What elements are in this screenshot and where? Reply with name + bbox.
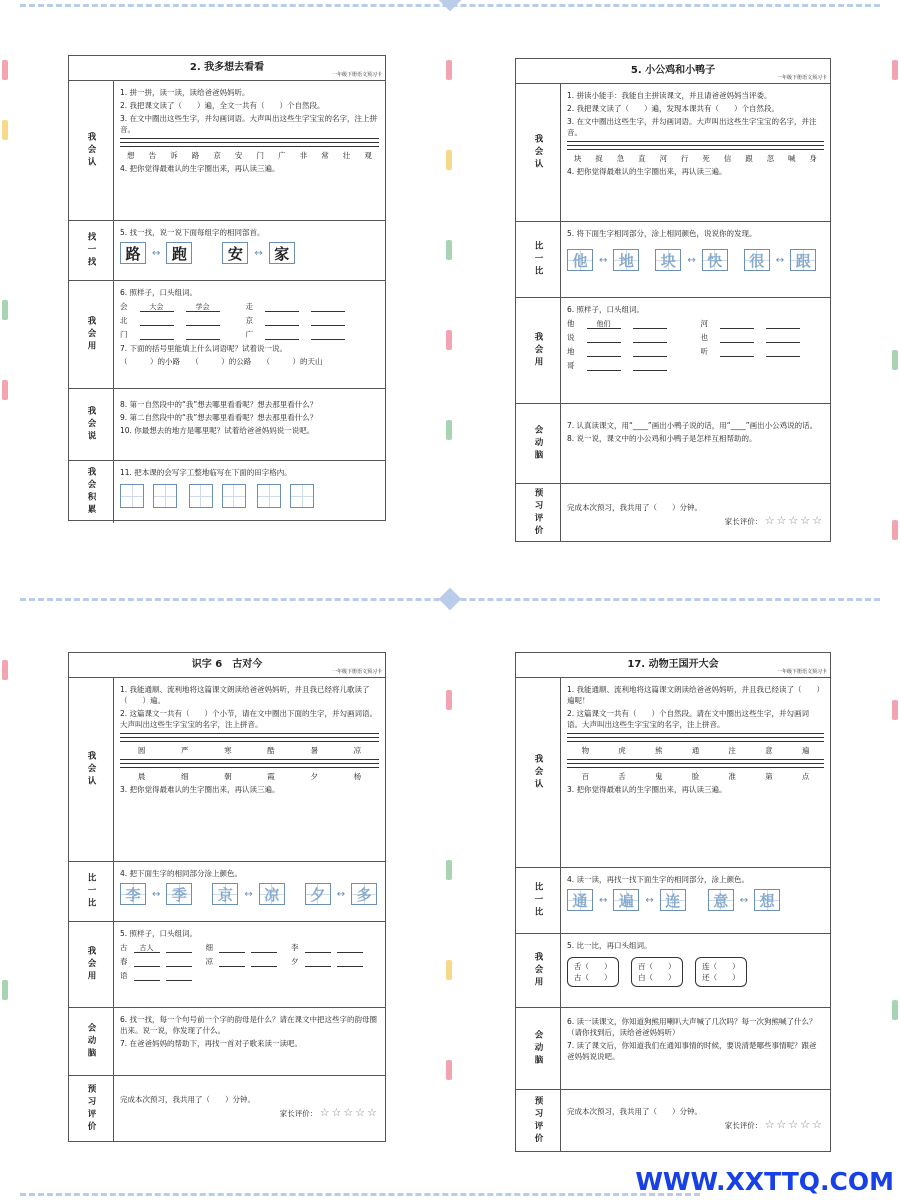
arrow-icon: ↔ — [152, 247, 161, 259]
question-2: 2. 这篇课文一共有（ ）个自然段。请在文中圈出这些生字，并勾画词语。大声叫出这些生字宝宝的名字，注上拼音。 — [567, 709, 810, 729]
character-list: 圆 严 寒 酷 暑 凉 — [137, 746, 362, 755]
question-7: 7. 读了课文后，你知道我们在通知事情的时候，要说清楚哪些事情呢？跟爸爸妈妈说说吧。 — [567, 1041, 817, 1061]
edge-mark — [446, 150, 452, 170]
question-5: 5. 将下面生字相同部分，涂上相同颜色，说说你的发现。 — [567, 229, 757, 238]
word-group: 舌（ ） 古（ ） — [567, 957, 619, 987]
edge-mark — [892, 700, 898, 720]
section-label: 预习评价 — [533, 1096, 543, 1146]
section-accumulate — [69, 461, 385, 523]
compare-groups — [567, 957, 824, 987]
compare-boxes: 李 ↔ 季 京 ↔ 凉 夕 ↔ 多 — [120, 883, 379, 905]
section-label: 预习评价 — [86, 1084, 96, 1134]
section-label: 会动脑 — [533, 1029, 543, 1068]
section-use — [516, 934, 830, 1008]
compare-boxes: 通 ↔ 遍 ↔ 连 意 ↔ 想 — [567, 889, 824, 911]
section-think — [516, 1008, 830, 1090]
question-2: 2. 这篇课文一共有（ ）个小节，请在文中圈出下面的生字，并勾画词语。大声叫出这些生字宝宝的名字，注上拼音。 — [120, 709, 378, 729]
edge-mark — [446, 240, 452, 260]
section-label: 比一比 — [533, 240, 543, 279]
question-1: 1. 我能通顺、流利地将这篇课文朗读给爸爸妈妈听，并且我已经将儿歌读了（ ）遍。 — [120, 685, 370, 705]
section-recognize — [69, 678, 385, 862]
question-4: 4. 把你觉得最难认的生字圈出来，再认读三遍。 — [567, 167, 727, 176]
tianzige-box[interactable] — [153, 484, 177, 508]
pinyin-lines — [567, 141, 824, 150]
arrow-icon: ↔ — [739, 894, 749, 906]
question-6: 6. 照样子，口头组词。 — [120, 288, 198, 297]
question-11: 11. 把本课的会写字工整地临写在下面的田字格内。 — [120, 468, 292, 477]
section-label: 会动脑 — [533, 424, 543, 463]
section-use — [69, 281, 385, 389]
section-use: 我会用 6. 照样子，口头组词。 他 他们 河 说 也 地 听 哥 — [516, 298, 830, 404]
question-10: 10. 你最想去的地方是哪里呢？试着给爸爸妈妈说一说吧。 — [120, 426, 315, 435]
section-label: 我会认 — [533, 133, 543, 172]
question-5: 5. 找一找，说一说下面每组字的相同部首。 — [120, 228, 265, 237]
edge-mark — [892, 60, 898, 80]
center-diamond — [439, 588, 462, 611]
star-rating-icon[interactable]: ☆☆☆☆☆ — [764, 1118, 824, 1131]
question-7: 7. 下面的括号里能填上什么词语呢？试着说一说。 — [120, 344, 288, 353]
question-5: 5. 比一比，再口头组词。 — [567, 941, 652, 950]
question-4: 4. 读一读，再找一找下面生字的相同部分，涂上颜色。 — [567, 875, 750, 884]
question-3: 3. 在文中圈出这些生字，并勾画词语。大声叫出这些生字宝宝的名字，注上拼音。 — [120, 114, 378, 134]
edge-mark — [446, 420, 452, 440]
parent-rating: 家长评价： ☆☆☆☆☆ — [724, 1118, 824, 1131]
arrow-icon: ↔ — [599, 254, 608, 266]
card-title-text: 5. 小公鸡和小鸭子 — [630, 65, 716, 76]
question-4: 4. 把你觉得最难认的生字圈出来，再认读三遍。 — [120, 164, 280, 173]
char-box: 安 — [222, 242, 248, 264]
card-title — [69, 56, 385, 81]
character-list: 百 舌 鬼 脸 准 第 点 — [581, 772, 810, 781]
section-label: 我会用 — [86, 945, 96, 984]
edge-mark — [2, 60, 8, 80]
edge-mark — [892, 350, 898, 370]
character-list: 想 告 诉 路 京 安 门 广 非 常 壮 观 — [127, 151, 372, 160]
word-row: 会 大会 学会 走 — [120, 301, 379, 312]
parent-rating: 家长评价： ☆☆☆☆☆ — [279, 1106, 379, 1119]
section-label: 我会认 — [533, 753, 543, 792]
section-evaluation — [516, 484, 830, 542]
card-title-text: 识字 6 古对今 — [191, 659, 263, 670]
section-label: 我会认 — [86, 750, 96, 789]
question-6: 6. 照样子，口头组词。 — [567, 305, 645, 314]
section-label: 比一比 — [86, 872, 96, 911]
section-speak — [69, 389, 385, 461]
edge-mark — [446, 60, 452, 80]
edge-mark — [2, 380, 8, 400]
word-row: 门 广 — [120, 329, 379, 340]
card-title-text: 2. 我多想去看看 — [189, 62, 265, 73]
question-6: 6. 找一找，每一个句号前一个字的韵母是什么？请在课文中把这些字的韵母圈出来。说一说，你发现了什么。 — [120, 1015, 378, 1035]
tianzige-box[interactable] — [120, 484, 144, 508]
edge-mark — [2, 120, 8, 140]
question-2: 2. 我把课文读了（ ）遍，发现本课共有（ ）个自然段。 — [567, 104, 780, 113]
question-3: 3. 把你觉得最难认的生字圈出来，再认读三遍。 — [120, 785, 280, 794]
section-label: 预习评价 — [533, 488, 543, 538]
section-recognize — [516, 678, 830, 868]
tianzige-box[interactable] — [257, 484, 281, 508]
worksheet-card-3 — [68, 652, 386, 1142]
card-title — [516, 653, 830, 678]
word-row: 北 京 — [120, 315, 379, 326]
arrow-icon: ↔ — [254, 247, 263, 259]
section-evaluation — [69, 1076, 385, 1142]
character-list: 物 虎 熊 通 注 意 遍 — [581, 746, 810, 755]
edge-mark — [2, 660, 8, 680]
section-find — [69, 221, 385, 281]
tianzige-box[interactable] — [290, 484, 314, 508]
section-think — [69, 1008, 385, 1076]
question-8: 8. 说一说，课文中的小公鸡和小鸭子是怎样互相帮助的。 — [567, 434, 757, 443]
pinyin-lines — [567, 733, 824, 742]
character-list: 晨 细 朝 霞 夕 杨 — [137, 772, 362, 781]
edge-mark — [892, 520, 898, 540]
section-compare — [516, 868, 830, 934]
edge-mark — [446, 1060, 452, 1080]
section-label: 我会说 — [86, 405, 96, 444]
pinyin-lines — [567, 759, 824, 768]
edge-mark — [446, 960, 452, 980]
arrow-icon: ↔ — [687, 254, 696, 266]
edge-mark — [446, 330, 452, 350]
card-title — [516, 59, 830, 84]
question-3: 3. 在文中圈出这些生字，并勾画词语。大声叫出这些生字宝宝的名字，并注音。 — [567, 117, 817, 137]
section-label: 找一找 — [86, 231, 96, 270]
section-think — [516, 404, 830, 484]
card-subtitle: 一年级下册语文预习卡 — [776, 669, 827, 675]
char-box: 家 — [269, 242, 295, 264]
radical-boxes — [120, 242, 379, 264]
arrow-icon: ↔ — [152, 888, 161, 900]
section-use: 我会用 5. 照样子，口头组词。 古 古人 细 李 春 凉 夕 语 — [69, 922, 385, 1008]
section-recognize — [69, 81, 385, 221]
card-title — [69, 653, 385, 678]
question-7: 7. 认真读课文，用“____”画出小鸭子说的话，用“____”画出小公鸡说的话。 — [567, 421, 818, 430]
char-box: 跑 — [166, 242, 192, 264]
time-spent: 完成本次预习，我共用了（ ）分钟。 — [567, 503, 702, 512]
section-label: 我会用 — [86, 315, 96, 354]
section-compare — [69, 862, 385, 922]
section-label: 我会用 — [533, 951, 543, 990]
arrow-icon: ↔ — [645, 894, 654, 906]
word-group: 百（ ） 白（ ） — [631, 957, 683, 987]
char-box: 路 — [120, 242, 146, 264]
card-subtitle: 一年级下册语文预习卡 — [331, 72, 382, 78]
section-label: 我会用 — [533, 331, 543, 370]
question-7: 7. 在爸爸妈妈的帮助下，再找一首对子歌来读一读吧。 — [120, 1039, 303, 1048]
worksheet-card-1 — [68, 55, 386, 521]
bottom-border — [20, 1193, 700, 1196]
question-8: 8. 第一自然段中的“我”想去哪里看看呢？想去那里看什么？ — [120, 400, 318, 409]
worksheet-card-4 — [515, 652, 831, 1152]
edge-mark — [2, 980, 8, 1000]
card-title-text: 17. 动物王国开大会 — [627, 659, 719, 670]
question-6: 6. 读一读课文，你知道狗熊用喇叭大声喊了几次吗？每一次狗熊喊了什么？（请你找到后，读给爸爸妈妈听） — [567, 1017, 817, 1037]
time-spent: 完成本次预习，我共用了（ ）分钟。 — [567, 1107, 702, 1116]
watermark-text: WWW.XXTTQ.COM — [635, 1167, 894, 1196]
arrow-icon: ↔ — [336, 888, 346, 900]
question-1: 1. 拼读小能手：我能自主拼读课文，并且请爸爸妈妈当评委。 — [567, 91, 772, 100]
card-subtitle: 一年级下册语文预习卡 — [331, 669, 382, 675]
pinyin-lines — [120, 733, 379, 742]
question-3: 3. 把你觉得最难认的生字圈出来，再认读三遍。 — [567, 785, 727, 794]
edge-mark — [892, 1000, 898, 1020]
character-list: 块 捉 急 直 河 行 死 信 跟 忽 喊 身 — [573, 154, 817, 163]
section-compare — [516, 222, 830, 298]
question-5: 5. 照样子，口头组词。 — [120, 929, 198, 938]
edge-mark — [446, 860, 452, 880]
arrow-icon: ↔ — [599, 894, 608, 906]
question-9: 9. 第二自然段中的“我”想去哪里看看呢？想去那里看什么？ — [120, 413, 318, 422]
section-label: 我会积累 — [86, 467, 96, 517]
card-subtitle: 一年级下册语文预习卡 — [776, 75, 827, 81]
section-evaluation — [516, 1090, 830, 1152]
worksheet-card-2 — [515, 58, 831, 542]
word-group: 连（ ） 还（ ） — [695, 957, 747, 987]
section-label: 我会认 — [86, 131, 96, 170]
pinyin-lines — [120, 138, 379, 147]
question-1: 1. 拼一拼，读一读，读给爸爸妈妈听。 — [120, 88, 250, 97]
section-recognize — [516, 84, 830, 222]
section-label: 比一比 — [533, 881, 543, 920]
question-1: 1. 我能通顺、流利地将这篇课文朗读给爸爸妈妈听，并且我已经读了（ ）遍呢！ — [567, 685, 821, 705]
parent-rating: 家长评价： ☆☆☆☆☆ — [724, 514, 824, 527]
edge-mark — [2, 300, 8, 320]
section-label: 会动脑 — [86, 1022, 96, 1061]
star-rating-icon[interactable]: ☆☆☆☆☆ — [319, 1106, 379, 1119]
question-7-blanks: （ ）的小路 （ ）的公路 （ ）的天山 — [120, 357, 323, 366]
pinyin-lines — [120, 759, 379, 768]
question-4: 4. 把下面生字的相同部分涂上颜色。 — [120, 869, 243, 878]
star-rating-icon[interactable]: ☆☆☆☆☆ — [764, 514, 824, 527]
arrow-icon: ↔ — [244, 888, 253, 900]
tianzige-box[interactable] — [222, 484, 246, 508]
edge-mark — [446, 690, 452, 710]
arrow-icon: ↔ — [775, 254, 785, 266]
tianzige-row — [120, 484, 379, 510]
compare-boxes: 他 ↔ 地 块 ↔ 快 很 ↔ 跟 — [567, 249, 824, 271]
time-spent: 完成本次预习，我共用了（ ）分钟。 — [120, 1095, 255, 1104]
tianzige-box[interactable] — [189, 484, 213, 508]
question-2: 2. 我把课文读了（ ）遍，全文一共有（ ）个自然段。 — [120, 101, 325, 110]
